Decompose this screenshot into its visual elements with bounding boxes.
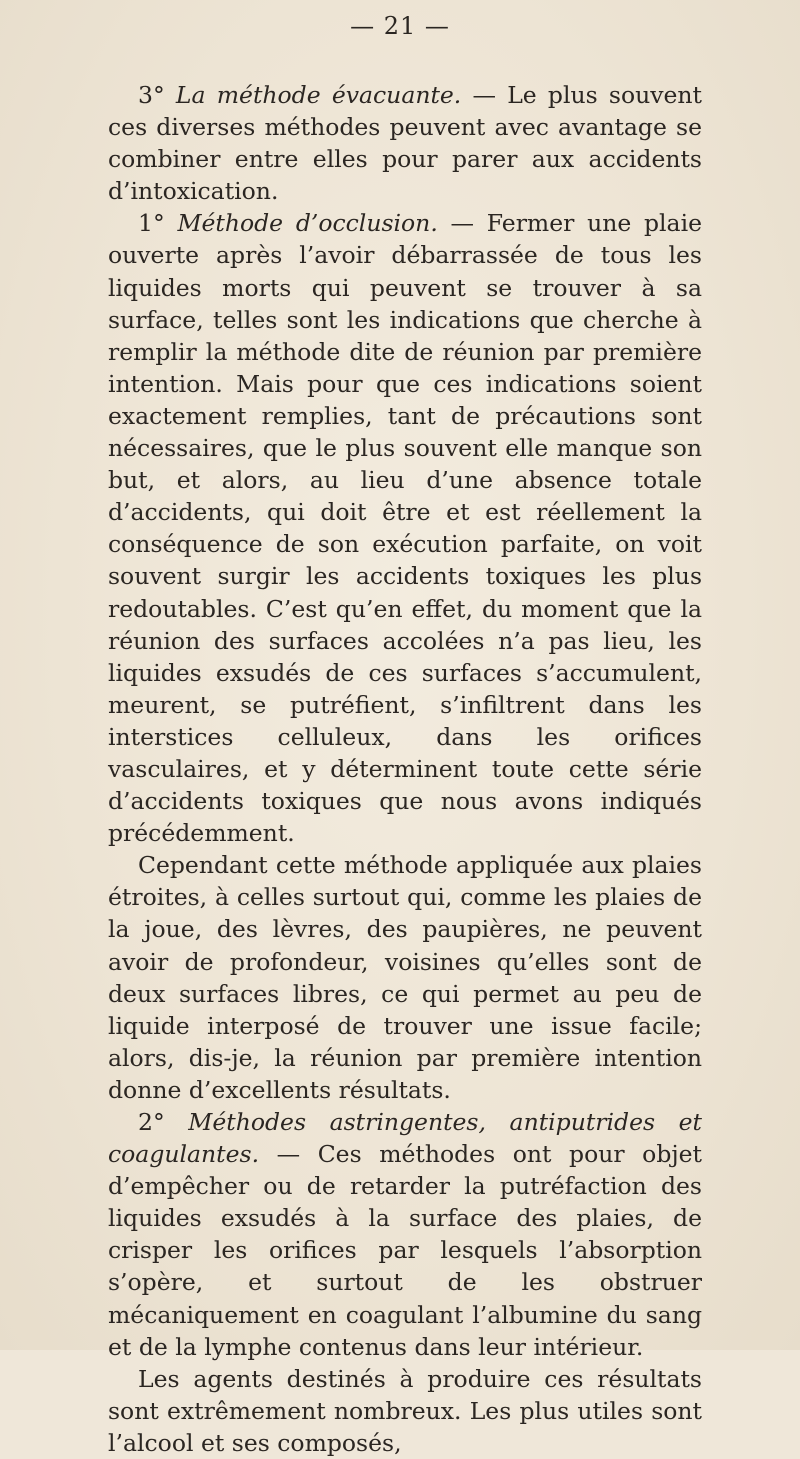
section-heading: Méthode d’occlusion.: [177, 209, 438, 238]
section-heading: Méthodes astringentes, antiputrides et coagulantes.: [108, 1108, 702, 1169]
paragraph-text: Cependant cette méthode appliquée aux plaies étroites, à celles surtout qui, comme les plaies de la joue, des lèvres, des paupières, ne peuvent avoir de profondeur, voisines qu’elles sont de deux surfaces libres, ce qui permet au peu de liquide interposé de trouver une issue facile; alors, dis-je, la réunion par première intention donne d’excellents résultats.: [108, 851, 702, 1104]
paragraph-number: 1°: [138, 209, 178, 238]
paragraph-text: — Le plus souvent ces diverses méthodes peuvent avec avantage se combiner entre elles pour parer aux accidents d’intoxication.: [108, 81, 702, 206]
body-text: [108, 79, 702, 1459]
paragraph-agents: [108, 1363, 702, 1459]
paragraph-text: Les agents destinés à produire ces résultats sont extrêmement nombreux. Les plus utiles sont l’alcool et ses composés,: [108, 1364, 702, 1457]
paragraph-number: 2°: [138, 1108, 189, 1136]
paragraph-methode-evacuante: [108, 79, 702, 207]
paragraph-plaies-etroites: [108, 849, 702, 1106]
paragraph-text: — Ces méthodes ont pour objet d’empêcher ou de retarder la putréfaction des liquides exsudés à la surface des plaies, de crisper les orifices par lesquels l’absorption s’opère, et surtout de les obstruer mécaniquement en coagulant l’albumine du sang et de la lymphe contenus dans leur intérieur.: [108, 1140, 702, 1361]
section-heading: La méthode évacuante.: [175, 81, 462, 109]
page-number: — 21 —: [350, 12, 450, 40]
paragraph-text: — Fermer une plaie ouverte après l’avoir débarrassée de tous les liquides morts qui peuvent se trouver à sa surface, telles sont les indications que cherche à remplir la méthode dite de réunion par première intention. Mais pour que ces indications soient exactement remplies, tant de précautions sont nécessaires, que le plus souvent elle manque son but, et alors, au lieu d’une absence totale d’accidents, qui doit être et est réellement la conséquence de son exécution parfaite, on voit souvent surgir les accidents toxiques les plus redoutables. C’est qu’en effet, du moment que la réunion des surfaces accolées n’a pas lieu, les liquides exsudés de ces surfaces s’accumulent, meurent, se putréfient, s’infiltrent dans les interstices celluleux, dans les orifices vasculaires, et y déterminent toute cette série d’accidents toxiques que nous avons indiqués précédemment.: [108, 209, 702, 848]
paragraph-methodes-astringentes: [108, 1106, 702, 1363]
paragraph-methode-occlusion: [108, 207, 702, 849]
paragraph-number: 3°: [138, 81, 176, 109]
